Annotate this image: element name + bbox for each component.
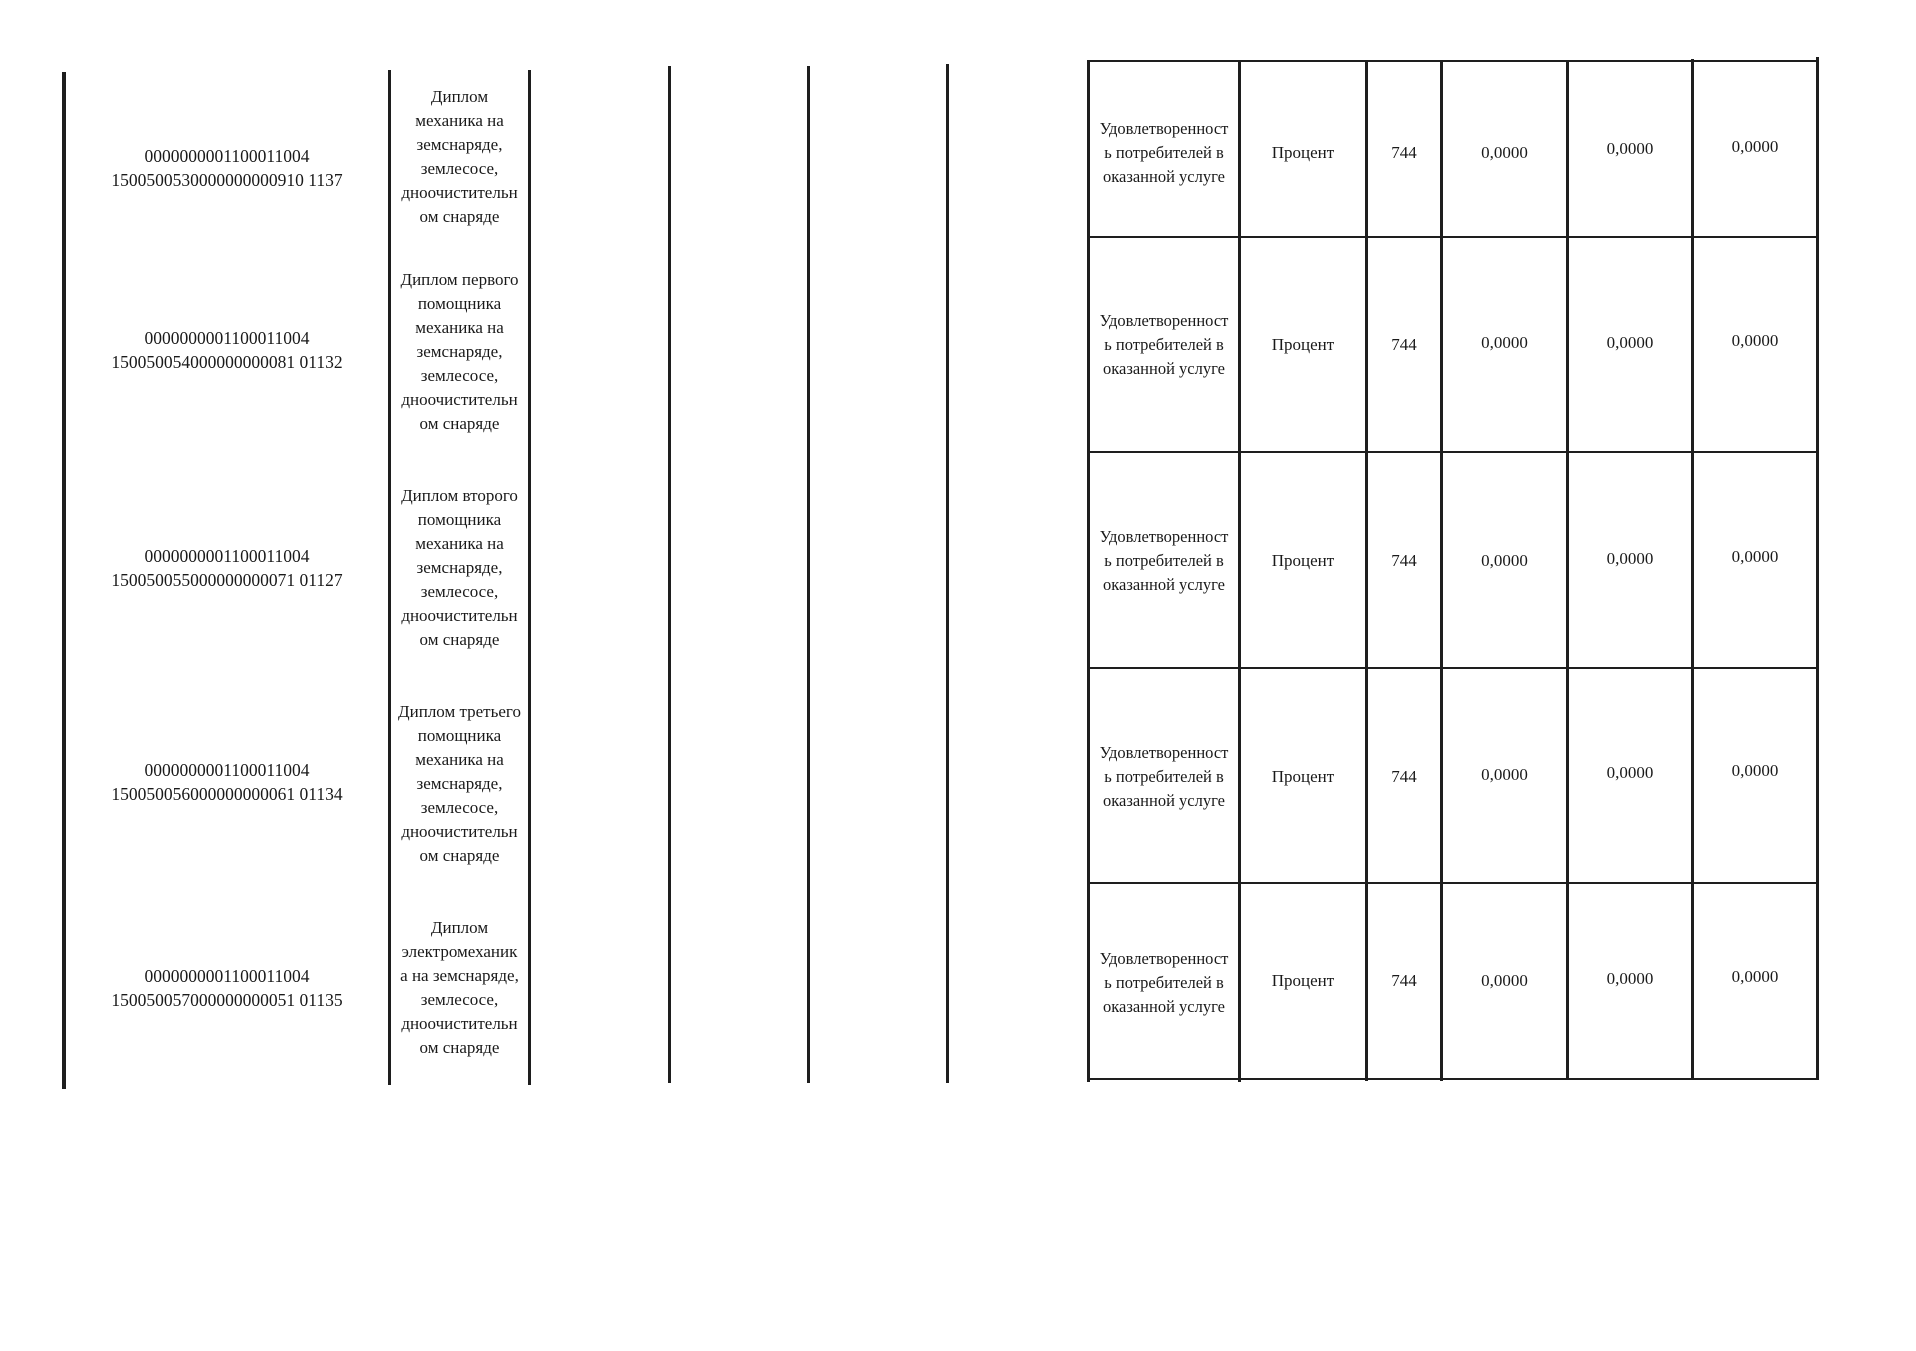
- value-cell: 0,0000: [1606, 549, 1654, 568]
- value-cell: 0,0000: [1731, 761, 1779, 780]
- right-table-top-border: [1087, 60, 1819, 62]
- column-divider: [528, 70, 531, 1085]
- value-cell: 0,0000: [1731, 137, 1779, 156]
- service-description: Диплом третьего помощника механика на земснаряде, землесосе, дноочистительн ом снаряде: [398, 702, 521, 865]
- unit-name: Процент: [1271, 143, 1335, 162]
- service-description: Диплом второго помощника механика на земснаряде, землесосе, дноочистительн ом снаряде: [401, 486, 518, 649]
- value-cell: 0,0000: [1606, 139, 1654, 158]
- service-description: Диплом механика на земснаряде, землесосе, дноочистительн ом снаряде: [401, 87, 518, 226]
- indicator-name: Удовлетворенност ь потребителей в оказанной услуге: [1099, 743, 1229, 810]
- service-code: 0000000001100011004 150050054000000000081 01132: [111, 328, 343, 372]
- unit-name: Процент: [1271, 335, 1335, 354]
- column-divider: [668, 66, 671, 1083]
- indicator-name: Удовлетворенност ь потребителей в оказанной услуге: [1099, 949, 1229, 1016]
- right-table-border: [1816, 57, 1819, 1079]
- value-cell: 0,0000: [1481, 971, 1528, 990]
- okei-code: 744: [1391, 335, 1417, 354]
- value-cell: 0,0000: [1731, 547, 1779, 566]
- unit-name: Процент: [1271, 971, 1335, 990]
- okei-code: 744: [1391, 551, 1417, 570]
- column-divider: [807, 66, 810, 1083]
- service-description: Диплом первого помощника механика на земснаряде, землесосе, дноочистительн ом снаряде: [400, 270, 519, 433]
- value-cell: 0,0000: [1606, 763, 1654, 782]
- okei-code: 744: [1391, 971, 1417, 990]
- service-description: Диплом электромеханик а на земснаряде, землесосе, дноочистительн ом снаряде: [400, 918, 519, 1057]
- row-divider: [1087, 667, 1819, 669]
- value-cell: 0,0000: [1606, 969, 1654, 988]
- row-divider: [1087, 451, 1819, 453]
- service-code: 0000000001100011004 150050055000000000071 01127: [111, 546, 343, 590]
- unit-name: Процент: [1271, 551, 1335, 570]
- value-cell: 0,0000: [1731, 967, 1779, 986]
- okei-code: 744: [1391, 143, 1417, 162]
- indicator-name: Удовлетворенност ь потребителей в оказанной услуге: [1099, 527, 1229, 594]
- right-table-bottom-border: [1087, 1078, 1819, 1080]
- value-cell: 0,0000: [1481, 765, 1528, 784]
- unit-name: Процент: [1271, 767, 1335, 786]
- value-cell: 0,0000: [1606, 333, 1654, 352]
- value-cell: 0,0000: [1481, 143, 1528, 162]
- value-cell: 0,0000: [1481, 333, 1528, 352]
- indicator-name: Удовлетворенност ь потребителей в оказанной услуге: [1099, 119, 1229, 186]
- service-code: 0000000001100011004 1500500530000000000910 1137: [111, 146, 343, 190]
- indicator-name: Удовлетворенност ь потребителей в оказанной услуге: [1099, 311, 1229, 378]
- service-code: 0000000001100011004 150050057000000000051 01135: [111, 966, 343, 1010]
- value-cell: 0,0000: [1731, 331, 1779, 350]
- service-code: 0000000001100011004 150050056000000000061 01134: [111, 760, 343, 804]
- column-divider: [946, 64, 949, 1083]
- okei-code: 744: [1391, 767, 1417, 786]
- row-divider: [1087, 882, 1819, 884]
- value-cell: 0,0000: [1481, 551, 1528, 570]
- row-divider: [1087, 236, 1819, 238]
